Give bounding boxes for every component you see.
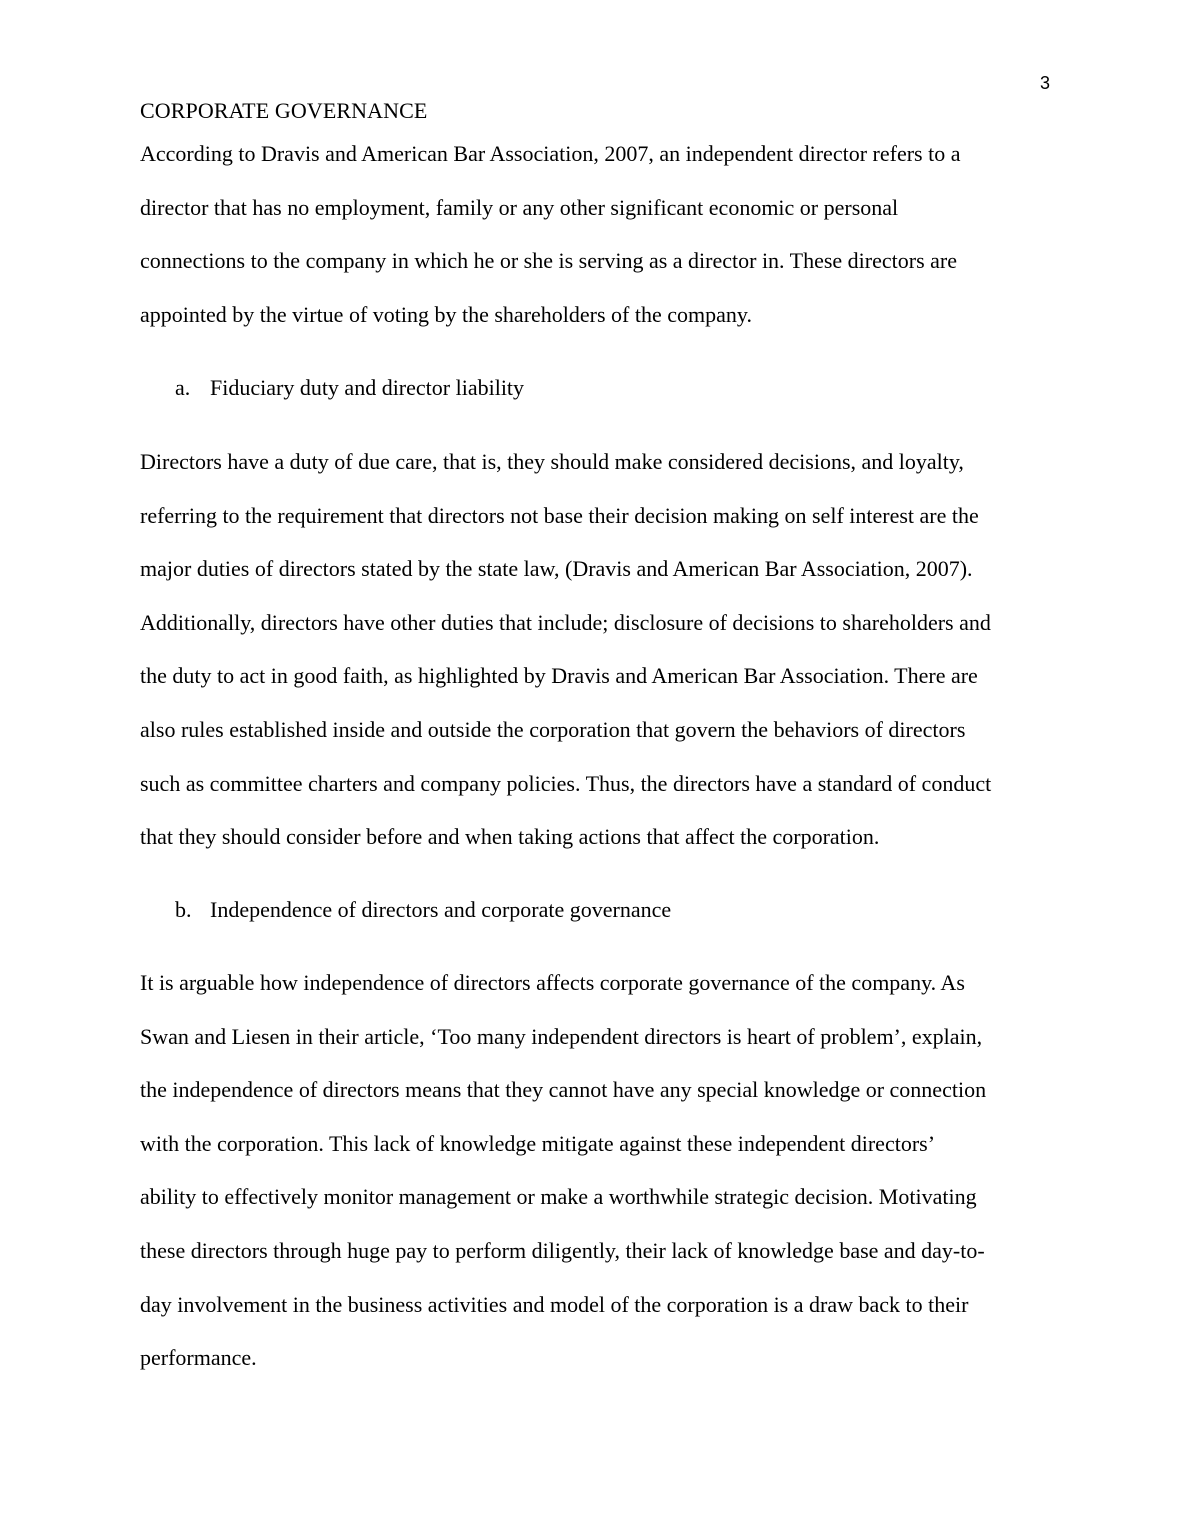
text-line: with the corporation. This lack of knowledge mitigate against these independent directors’	[140, 1130, 936, 1156]
text-line: ability to effectively monitor management or make a worthwhile strategic decision. Motivating	[140, 1184, 977, 1210]
running-head: CORPORATE GOVERNANCE	[140, 98, 428, 123]
paragraph-fiduciary-duty	[140, 449, 1052, 878]
paragraph-independence	[140, 970, 1052, 1399]
text-line: connections to the company in which he or she is serving as a director in. These directors are	[140, 248, 958, 274]
text-line: referring to the requirement that directors not base their decision making on self interest are the	[140, 502, 979, 528]
text-line: these directors through huge pay to perform diligently, their lack of knowledge base and day-to-	[140, 1237, 985, 1263]
text-line: appointed by the virtue of voting by the shareholders of the company.	[140, 301, 752, 327]
text-line: performance.	[140, 1345, 257, 1371]
text-line: director that has no employment, family or any other significant economic or personal	[140, 194, 899, 220]
text-line: Directors have a duty of due care, that is, they should make considered decisions, and loyalty,	[140, 449, 964, 474]
text-line: major duties of directors stated by the state law, (Dravis and American Bar Association, 2007).	[140, 556, 973, 582]
text-line: Swan and Liesen in their article, ‘Too many independent directors is heart of problem’, explain,	[140, 1023, 983, 1049]
list-item-a	[175, 375, 524, 401]
list-item-text: Independence of directors and corporate governance	[210, 897, 672, 922]
page-number: 3	[1039, 73, 1050, 93]
text-line: the independence of directors means that they cannot have any special knowledge or connection	[140, 1077, 987, 1103]
text-line: It is arguable how independence of directors affects corporate governance of the company. As	[140, 970, 965, 995]
text-line: the duty to act in good faith, as highlighted by Dravis and American Bar Association. There are	[140, 663, 978, 689]
text-line: Additionally, directors have other duties that include; disclosure of decisions to shareholders and	[140, 609, 991, 635]
text-line: day involvement in the business activities and model of the corporation is a draw back to their	[140, 1291, 969, 1317]
text-line: such as committee charters and company policies. Thus, the directors have a standard of conduct	[140, 770, 992, 796]
list-marker: a.	[175, 375, 191, 400]
list-marker: b.	[175, 897, 192, 922]
text-line: also rules established inside and outside the corporation that govern the behaviors of directors	[140, 716, 966, 742]
text-line: According to Dravis and American Bar Association, 2007, an independent director refers to a	[140, 141, 961, 166]
text-line: that they should consider before and when taking actions that affect the corporation.	[140, 824, 880, 850]
paragraph-definition	[140, 141, 1052, 355]
list-item-text: Fiduciary duty and director liability	[210, 375, 525, 400]
list-item-b	[175, 897, 671, 923]
